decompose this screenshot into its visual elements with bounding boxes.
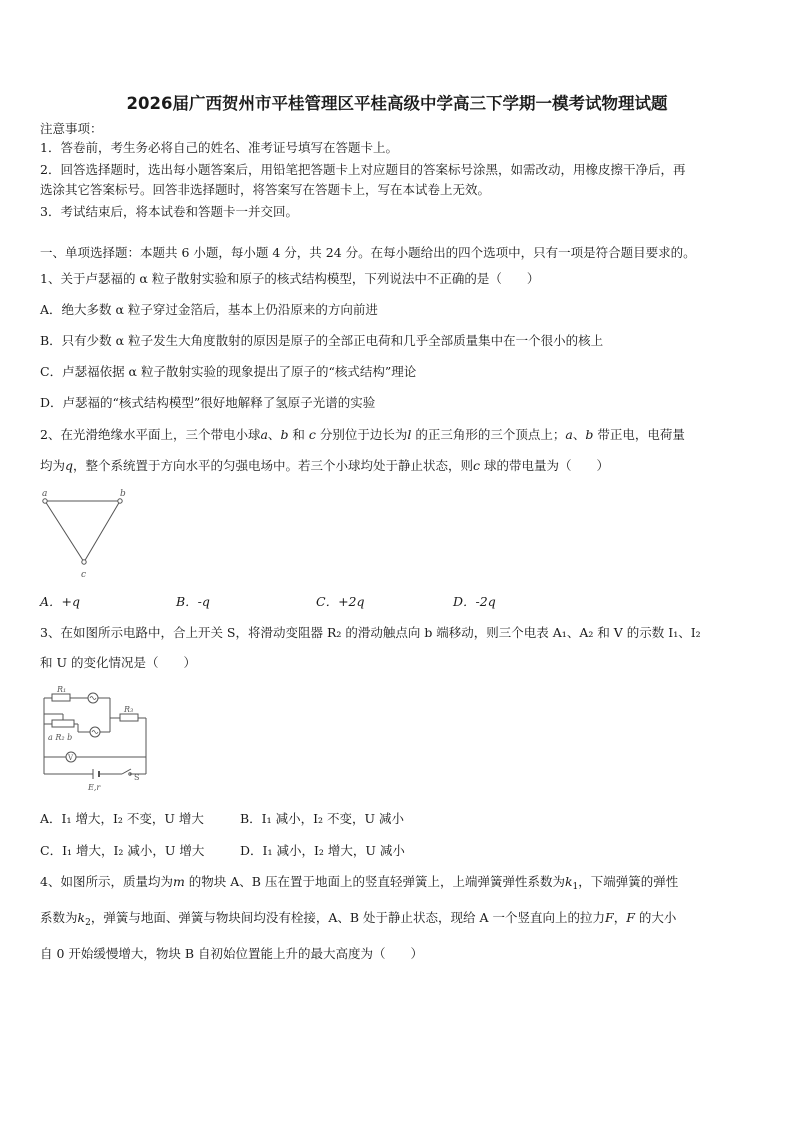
notice-item: 3．考试结束后，将本试卷和答题卡一并交回。 xyxy=(40,204,298,219)
notice-item: 选涂其它答案标号。回答非选择题时，将答案写在答题卡上，写在本试卷上无效。 xyxy=(40,182,491,197)
question-2-option-c: C．+2q xyxy=(316,594,365,609)
question-4-line-2: 系数为$k_2$，弹簧与地面、弹簧与物块间均没有栓接，A、B 处于静止状态，现给 A 一个竖直向上的拉力F，F 的大小 xyxy=(40,910,677,928)
vertex-label-b: b xyxy=(120,489,126,499)
question-4-line-3: 自 0 开始缓慢增大，物块 B 自初始位置能上升的最大高度为（ ） xyxy=(40,946,424,961)
section-heading: 一、单项选择题：本题共 6 小题，每小题 4 分，共 24 分。在每小题给出的四个选项中，只有一项是符合题目要求的。 xyxy=(40,245,696,260)
label-switch: S xyxy=(134,773,140,782)
question-3-line-2: 和 U 的变化情况是（ ） xyxy=(40,655,196,670)
notice-item: 1．答卷前，考生务必将自己的姓名、准考证号填写在答题卡上。 xyxy=(40,140,398,155)
question-1-option-b: B．只有少数 α 粒子发生大角度散射的原因是原子的全部正电荷和几乎全部质量集中在一个很小的核上 xyxy=(40,333,604,348)
label-r1: R₁ xyxy=(57,685,67,694)
label-voltmeter: V xyxy=(68,754,74,762)
vertex-label-c: c xyxy=(81,570,87,580)
question-3-option-b: B．I₁ 减小，I₂ 不变，U 减小 xyxy=(240,811,405,826)
question-1-option-a: A．绝大多数 α 粒子穿过金箔后，基本上仍沿原来的方向前进 xyxy=(40,302,378,317)
question-2-option-d: D．-2q xyxy=(453,594,496,609)
question-2-option-b: B．-q xyxy=(176,594,210,609)
circuit-figure xyxy=(38,684,158,796)
question-1-option-c: C．卢瑟福依据 α 粒子散射实验的现象提出了原子的“核式结构”理论 xyxy=(40,364,417,379)
question-3-line-1: 3、在如图所示电路中，合上开关 S，将滑动变阻器 R₂ 的滑动触点向 b 端移动，则三个电表 A₁、A₂ 和 V 的示数 I₁、I₂ xyxy=(40,625,701,640)
question-1-stem: 1、关于卢瑟福的 α 粒子散射实验和原子的核式结构模型，下列说法中不正确的是（ ） xyxy=(40,271,540,286)
question-2-line-1: 2、在光滑绝缘水平面上，三个带电小球a、b 和 c 分别位于边长为l 的正三角形的三个顶点上；a、b 带正电，电荷量 xyxy=(40,427,685,442)
page-title: 2026届广西贺州市平桂管理区平桂高级中学高三下学期一模考试物理试题 xyxy=(126,94,668,113)
label-r2: a R₂ b xyxy=(48,733,73,742)
notice-heading: 注意事项： xyxy=(40,121,103,136)
question-2-option-a: A．+q xyxy=(40,594,81,609)
label-battery: E,r xyxy=(88,783,101,792)
notice-item: 2．回答选择题时，选出每小题答案后，用铅笔把答题卡上对应题目的答案标号涂黑，如需改动，用橡皮擦干净后，再 xyxy=(40,162,686,177)
question-1-option-d: D．卢瑟福的“核式结构模型”很好地解释了氢原子光谱的实验 xyxy=(40,395,376,410)
vertex-label-a: a xyxy=(42,489,48,499)
question-2-line-2: 均为q，整个系统置于方向水平的匀强电场中。若三个小球均处于静止状态，则c 球的带电量为（ ） xyxy=(40,458,610,473)
question-3-option-c: C．I₁ 增大，I₂ 减小，U 增大 xyxy=(40,843,205,858)
question-4-line-1: 4、如图所示，质量均为m 的物块 A、B 压在置于地面上的竖直轻弹簧上，上端弹簧弹性系数为$k_1$，下端弹簧的弹性 xyxy=(40,874,679,892)
question-3-option-d: D．I₁ 减小，I₂ 增大，U 减小 xyxy=(240,843,405,858)
question-3-option-a: A．I₁ 增大，I₂ 不变，U 增大 xyxy=(40,811,204,826)
label-r3: R₃ xyxy=(124,705,134,714)
triangle-figure xyxy=(36,484,136,584)
